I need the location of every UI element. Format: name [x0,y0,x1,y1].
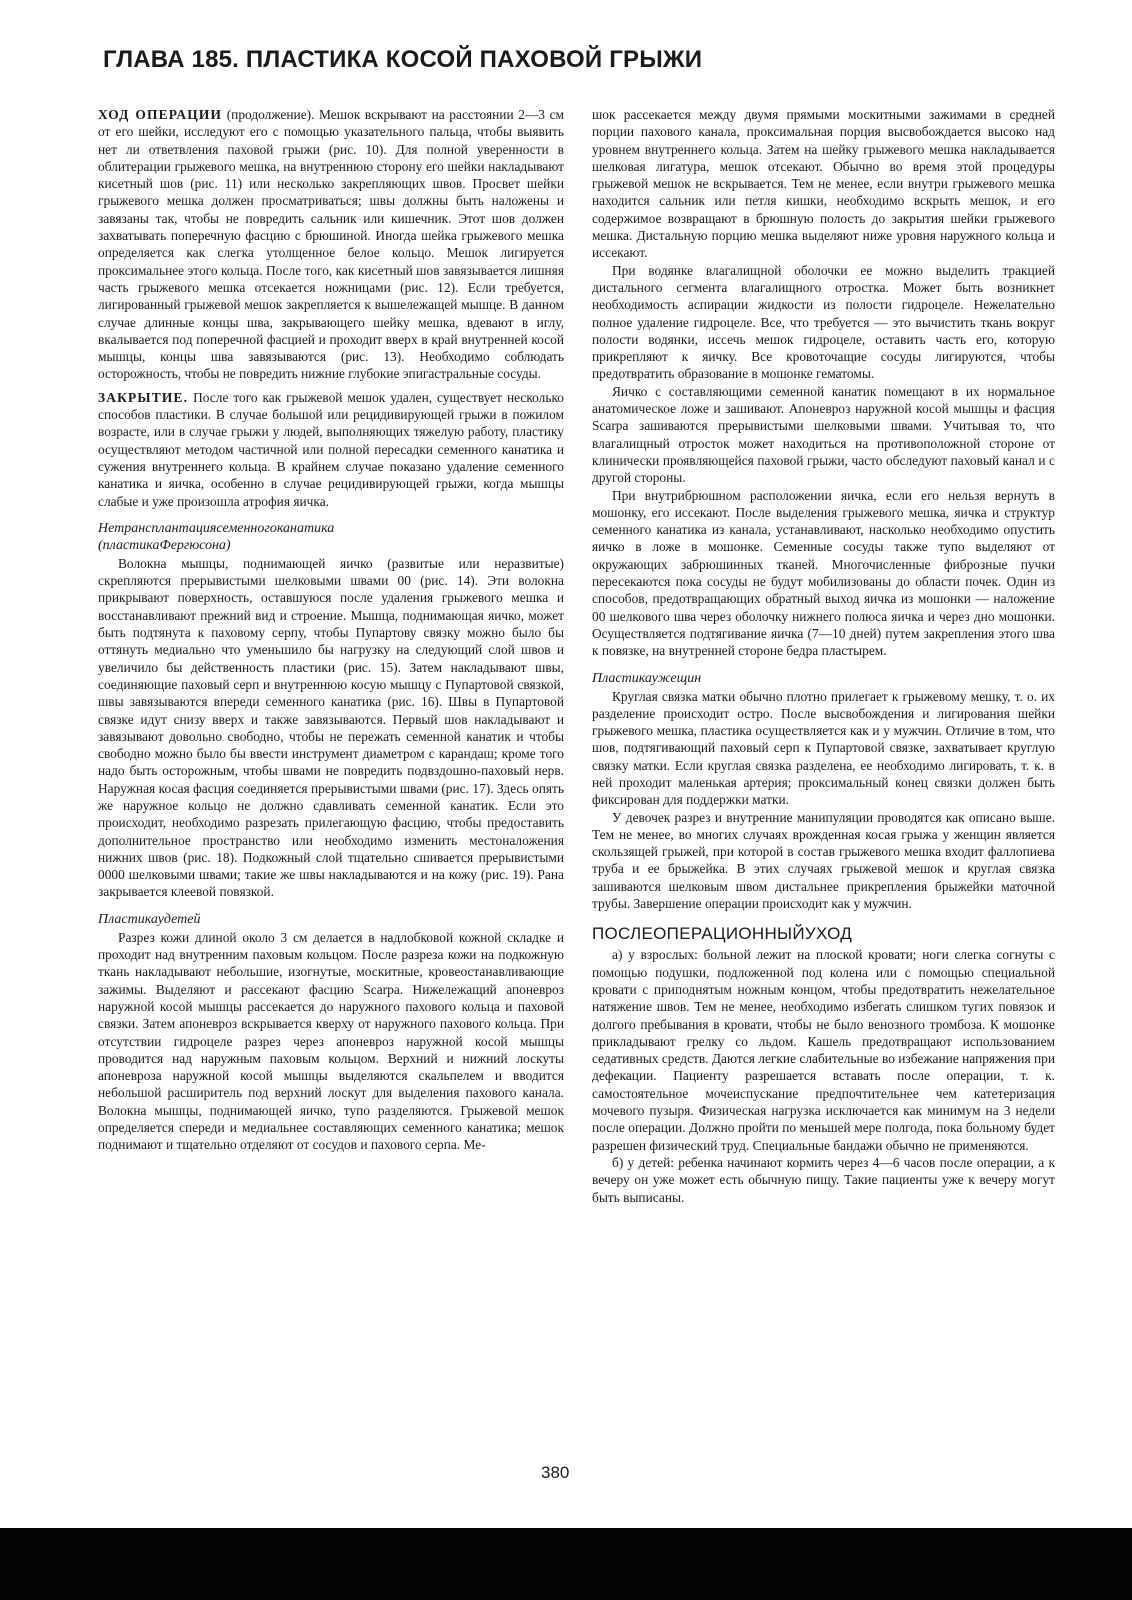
subheading-women: Пластикаужещин [592,670,702,686]
paragraph-operation-course [98,106,564,383]
lead-closure: ЗАКРЫТИЕ. [98,389,189,405]
subheading-ferguson [98,520,564,554]
paragraph-text: После того как грыжевой мешок удален, существует несколько способов пластики. В случае большой или рецидивирующей грыжи в пожилом возрасте, или в случае грыжи у людей, выполняющих тяжелую работу, пластику осуществляют методом частичной или полной пересадки семенного канатика и сужения внутреннего кольца. В крайнем случае показано удаление семенного канатика и яичка, особенно в случае рецидивирующей грыжи, когда мышцы слабые и уже произошла атрофия яичка. [98,389,564,509]
subheading-line: Нетрансплантациясеменногоканатика [98,520,335,536]
right-column [592,106,1055,1206]
page-number: 380 [541,1463,570,1482]
paragraph-adults: а) у взрослых: больной лежит на плоской кровати; ноги слегка согнуты с помощью подушки, подложенной под колена или с помощью специальной кровати с приподнятым ножным концом, чтобы предотвратить нежелательное натяжение швов. Тем не менее, необходимо избегать слишком тугих повязок и долгого пребывания в кровати, чтобы не было венозного тромбоза. К мошонке прикладывают грелку со льдом. Кашель предотвращают использованием седативных средств. Даются легкие слабительные во избежание напряжения при дефекации. Пациенту разрешается вставать после операции, т. к. самостоятельное мочеиспускание предпочтительнее чем катетеризация мочевого пузыря. Физическая нагрузка исключается как минимум на 3 недели после операции. Должно пройти по меньшей мере полгода, пока больному будет разрешен физический труд. Специальные бандажи обычно не применяются. [592,947,1055,1153]
paragraph-closure [98,389,564,510]
paragraph-intraabdominal-testis: При внутрибрюшном расположении яичка, если его нельзя вернуть в мошонку, его иссекают. После выделения грыжевого мешка, яичка и структур семенного канатика из канала, устанавливают, насколько необходимо опустить яичко в ложе в мошонке. Семенные сосуды также тупо выделяют от окружающих забрюшинных тканей. Многочисленные фиброзные пучки пересекаются пока сосуды не будут мобилизованы до области почек. Один из способов, предотвращающих обратный выход яичка из мошонки — наложение 00 шелкового шва через оболочку нижнего полюса яичка и через дно мошонки. Осуществляется подтягивание яичка (7—10 дней) путем закрепления этого шва к повязке, на внутренней стороне бедра пластырем. [592,487,1055,659]
paragraph-children: Разрез кожи длиной около 3 см делается в надлобковой кожной складке и проходит над внутренним паховым кольцом. После разреза кожи на подкожную ткань накладывают небольшие, изогнутые, москитные, кровеостанавливающие зажимы. Выделяют и рассекают фасцию Scarpa. Нижележащий апоневроз наружной косой мышцы рассекается до наружного пахового кольца и паховой связки. Затем апоневроз вскрывается кверху от наружного пахового кольца. При отсутствии гидроцеле разрез через апоневроз наружной косой мышцы проводится над наружным паховым кольцом. Верхний и нижний лоскуты апоневроза наружной косой мышцы выделяются скальпелем и вводится небольшой расширитель под верхний лоскут для выделения пахового канала. Волокна мышцы, поднимающей яичко, тупо разделяются. Грыжевой мешок определяется спереди и медиальнее составляющих семенного канатика; мешок поднимают и тщательно отделяют от сосудов и пахового серпа. Ме- [98,929,564,1153]
section-heading-postop-care: ПОСЛЕОПЕРАЦИОННЫЙУХОД [592,924,853,944]
paragraph-women: Круглая связка матки обычно плотно прилегает к грыжевому мешку, т. о. их разделение происходит остро. После высвобождения и лигирования шейки грыжевого мешка, пластика осуществляется как и у мужчин. Отличие в том, что шов, подтягивающий паховый серп к Пупартовой связке, захватывает круглую связку матки. Если круглая связка разделена, ее необходимо лигировать, т. к. в ней проходит маленькая артерия; проксимальный конец связки должен быть фиксирован для поддержки матки. [592,688,1055,808]
lead-operation-course: ХОД ОПЕРАЦИИ [98,107,223,122]
bottom-scan-border [0,1528,1132,1600]
paragraph-ferguson: Волокна мышцы, поднимающей яичко (развитые или неразвитые) скрепляются прерывистыми шелковыми швами 00 (рис. 14). Эти волокна прикрывают поверхность, оставшуюся после удаления грыжевого мешка и восстанавливают прежний вид и строение. Мышца, поднимающая яичко, может быть подтянута к паховому серпу, чтобы Пупартову связку можно было бы оттянуть медиально что уменьшило бы нагрузку на следующий слой швов и увеличило бы действенность пластики (рис. 15). Затем накладывают швы, соединяющие паховый серп и внутреннюю косую мышцу с Пупартовой связкой, швы завязываются впереди семенного канатика (рис. 16). Швы в Пупартовой связке идут снизу вверх и также завязываются. Первый шов накладывают и завязывают довольно свободно, чтобы не пережать семенной канатик и чтобы свободно можно было бы ввести инструмент диаметром с карандаш; кроме того надо быть осторожным, чтобы швами не повредить подвздошно-паховый нерв. Наружная косая фасция соединяется прерывистыми швами (рис. 17). Здесь опять же наружное кольцо не должно сдавливать семенной канатик. Если это происходит, необходимо разрезать прилегающую фасцию, чтобы предоставить дополнительное пространство или необходимо изменить местоналожения нижних швов (рис. 18). Подкожный слой тщательно сшивается прерывистыми 0000 шелковыми швами; такие же швы накладываются и на кожу (рис. 19). Рана закрывается клеевой повязкой. [98,555,564,900]
paragraph-text: (продолжение). Мешок вскрывают на расстоянии 2—3 см от его шейки, исследуют его с помощью указательного пальца, чтобы выявить нет ли ответвления паховой грыжи (рис. 10). Для полной уверенности в облитерации грыжевого мешка, на внутреннюю сторону его шейки накладывают кисетный шов (рис. 11) или несколько закрепляющих швов. Просвет шейки грыжевого мешка должен просматриваться; швы должны быть наложены и завязаны так, чтобы не повредить сальник или кишечник. Этот шов должен захватывать поперечную фасцию с брюшиной. Иногда шейка грыжевого мешка определяется как слегка утолщенное белое кольцо. Мешок лигируется проксимальнее этого кольца. После того, как кисетный шов завязывается лишняя часть грыжевого мешка отсекается ножницами (рис. 12). Если требуется, лигированный грыжевой мешок закрепляется к вышележащей мышце. В данном случае длинные концы шва, закрывающего шейку мешка, вдевают в иглу, вкалывается под поперечной фасцией и проходит вверх в край внутренней косой мышцы, концы шва завязываются (рис. 13). Необходимо соблюдать осторожность, чтобы не повредить нижние глубокие эпигастральные сосуды. [98,107,565,382]
paragraph-girls: У девочек разрез и внутренние манипуляции проводятся как описано выше. Тем не менее, во многих случаях врожденная косая грыжа у женщин является скользящей грыжей, при которой в состав грыжевого мешка входит фаллопиева труба и ее брыжейка. В этих случаях грыжевой мешок и круглая связка зашиваются шелковым швом дистальнее прикрепления брыжейки маточной трубы. Завершение операции происходит как у мужчин. [592,809,1055,912]
subheading-children: Пластикаудетей [98,911,201,927]
subheading-line: (пластикаФергюсона) [98,537,231,553]
paragraph-testis-placement: Яичко с составляющими семенной канатик помещают в их нормальное анатомическое ложе и зашивают. Апоневроз наружной косой мышцы и фасция Scarpa зашиваются прерывистыми шелковыми швами. Учитывая то, что влагалищный отросток может находиться на противоположной стороне от клинически проявляющейся паховой грыжи, часто обследуют паховый канал и с другой стороны. [592,383,1055,486]
paragraph-continuation: шок рассекается между двумя прямыми москитными зажимами в средней порции пахового канала, проксимальная порция высвобождается высоко над уровнем внутреннего кольца. Затем на шейку грыжевого мешка накладывается шелковая лигатура, мешок отсекают. Обычно во время этой процедуры грыжевой мешок не вскрывается. Тем не менее, если внутри грыжевого мешка находится сальник или петля кишки, необходимо вскрыть мешок, и его содержимое возвращают в брюшную полость до закрытия шейки грыжевого мешка. Дистальную порцию мешка выделяют ниже уровня наружного кольца и иссекают. [592,107,1055,261]
page-title: ГЛАВА 185. ПЛАСТИКА КОСОЙ ПАХОВОЙ ГРЫЖИ [103,46,703,73]
left-column [98,106,564,1154]
paragraph-hydrocele: При водянке влагалищной оболочки ее можно выделить тракцией дистального сегмента влагалищного отростка. Может быть возникнет необходимость аспирации жидкости из полости гидроцеле. Нежелательно полное удаление гидроцеле. Все, что требуется — это вычистить ткань вокруг полости водянки, иссечь мешок гидроцеле, оставить часть его, которую прикрепляют к яичку. Все кровоточащие сосуды лигируются, чтобы предотвратить образование в мошонке гематомы. [592,262,1055,382]
paragraph-kids: б) у детей: ребенка начинают кормить через 4—6 часов после операции, а к вечеру он уже может есть обычную пищу. Такие пациенты уже к вечеру могут быть выписаны. [592,1154,1055,1205]
